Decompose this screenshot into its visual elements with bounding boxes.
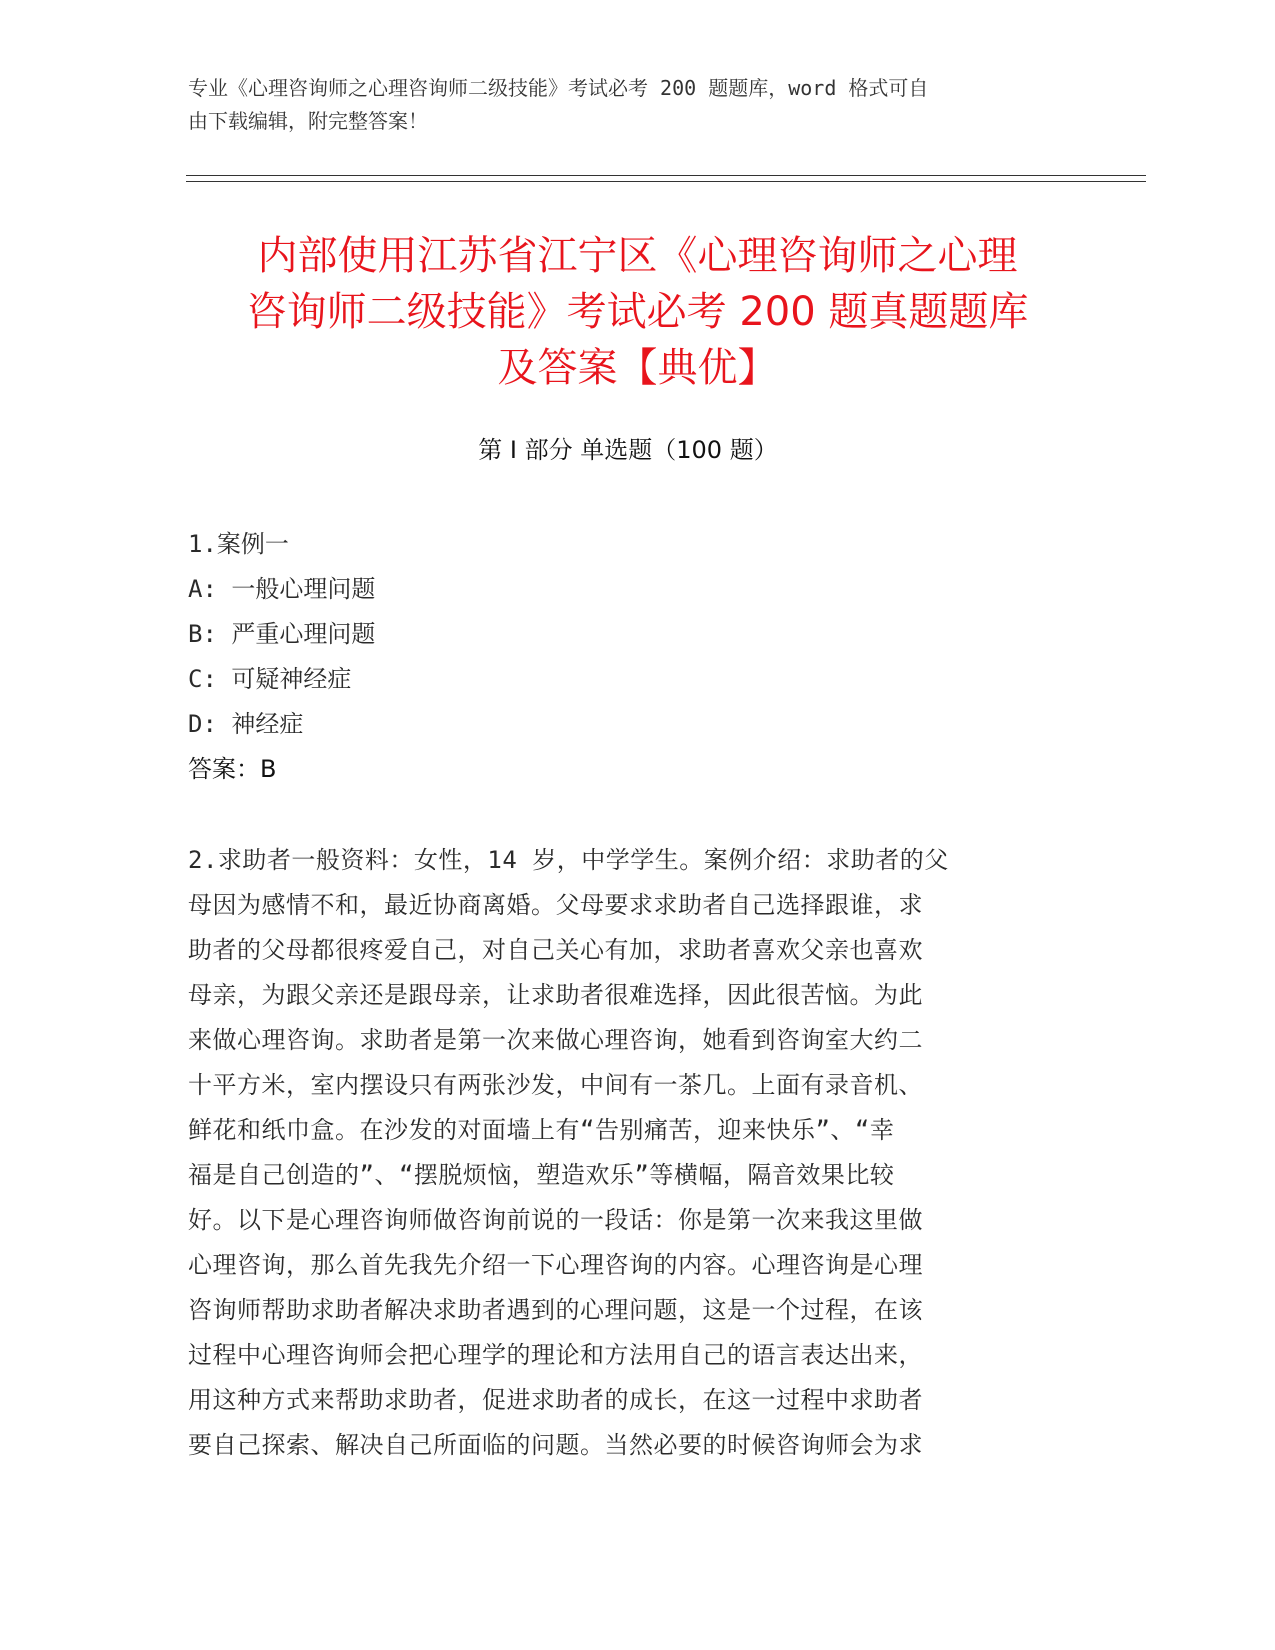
question-2-line: 用这种方式来帮助求助者，促进求助者的成长，在这一过程中求助者	[188, 1386, 923, 1414]
question-2-line: 福是自己创造的”、“摆脱烦恼，塑造欢乐”等横幅，隔音效果比较	[188, 1161, 895, 1189]
header-note-line-1: 专业《心理咨询师之心理咨询师二级技能》考试必考 200 题题库，word 格式可自	[188, 76, 929, 100]
question-2	[188, 838, 1068, 1468]
question-2-line: 好。以下是心理咨询师做咨询前说的一段话：你是第一次来我这里做	[188, 1206, 923, 1234]
document-title-line-2: 咨询师二级技能》考试必考 200 题真题题库	[246, 289, 1029, 335]
question-1	[188, 522, 1068, 792]
question-1-option-c: C: 可疑神经症	[188, 665, 352, 693]
question-2-line: 母亲，为跟父亲还是跟母亲，让求助者很难选择，因此很苦恼。为此	[188, 981, 923, 1009]
question-2-line: 助者的父母都很疼爱自己，对自己关心有加，求助者喜欢父亲也喜欢	[188, 936, 923, 964]
document-title-line-1: 内部使用江苏省江宁区《心理咨询师之心理	[257, 233, 1018, 279]
question-2-line: 咨询师帮助求助者解决求助者遇到的心理问题，这是一个过程，在该	[188, 1296, 923, 1324]
question-1-stem: 1.案例一	[188, 530, 289, 558]
question-1-option-a: A: 一般心理问题	[188, 575, 376, 603]
question-2-line: 要自己探索、解决自己所面临的问题。当然必要的时候咨询师会为求	[188, 1431, 923, 1459]
question-2-line: 心理咨询，那么首先我先介绍一下心理咨询的内容。心理咨询是心理	[188, 1251, 923, 1279]
question-1-option-b: B: 严重心理问题	[188, 620, 376, 648]
section-heading: 第 I 部分 单选题（100 题）	[478, 436, 778, 464]
document-title	[150, 228, 1125, 396]
question-2-line: 2.求助者一般资料：女性，14 岁，中学学生。案例介绍：求助者的父	[188, 846, 949, 874]
header-note-line-2: 由下载编辑，附完整答案！	[188, 109, 428, 133]
header-note	[188, 72, 1068, 138]
question-1-answer: 答案：B	[188, 755, 277, 783]
question-2-line: 鲜花和纸巾盒。在沙发的对面墙上有“告别痛苦，迎来快乐”、“幸	[188, 1116, 895, 1144]
header-divider-top	[186, 175, 1146, 176]
question-2-line: 过程中心理咨询师会把心理学的理论和方法用自己的语言表达出来，	[188, 1341, 923, 1369]
question-2-line: 十平方米，室内摆设只有两张沙发，中间有一茶几。上面有录音机、	[188, 1071, 923, 1099]
question-2-line: 来做心理咨询。求助者是第一次来做心理咨询，她看到咨询室大约二	[188, 1026, 923, 1054]
question-2-line: 母因为感情不和，最近协商离婚。父母要求求助者自己选择跟谁，求	[188, 891, 923, 919]
header-divider-bottom	[186, 181, 1146, 182]
document-title-line-3: 及答案【典优】	[497, 345, 778, 391]
question-1-option-d: D: 神经症	[188, 710, 304, 738]
